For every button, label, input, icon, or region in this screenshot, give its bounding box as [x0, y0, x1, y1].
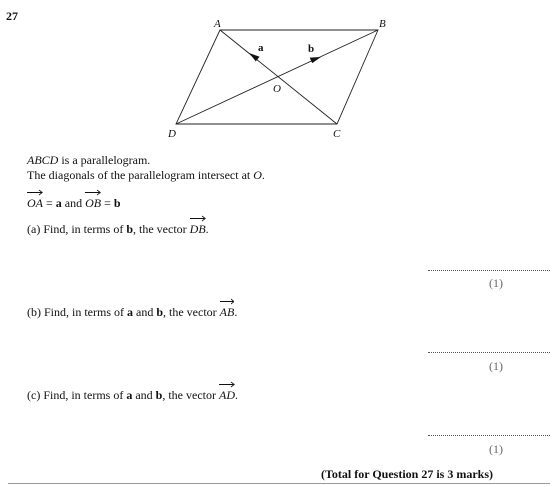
part-c-question: [27, 385, 238, 402]
part-b-marks: (1): [489, 359, 503, 373]
total-marks: (Total for Question 27 is 3 marks): [321, 467, 494, 481]
part-a-marks: (1): [489, 276, 503, 290]
part-a-label: (a): [27, 222, 41, 236]
intro-line-2-end: .: [261, 168, 265, 182]
part-a-question: [27, 219, 209, 236]
vector-db-text: DB: [189, 222, 206, 236]
vector-arrow-icon: [27, 189, 43, 196]
vector-ad: [219, 385, 235, 402]
part-c-mid: and: [132, 388, 156, 402]
part-c-post: , the vector: [162, 388, 219, 402]
vector-label-a: a: [258, 42, 264, 54]
vector-oa: [27, 193, 43, 210]
arrow-b-icon: [310, 57, 321, 63]
part-b-end: .: [234, 305, 238, 319]
vector-definitions: [27, 193, 121, 210]
intro-line-1-rest: is a parallelogram.: [58, 153, 151, 167]
vector-oa-text: OA: [27, 196, 43, 210]
part-a-end: .: [205, 222, 209, 236]
vector-arrow-icon: [85, 189, 101, 196]
part-a-var1: b: [126, 222, 134, 236]
part-a-post: , the vector: [133, 222, 190, 236]
part-c-answer-line[interactable]: [428, 435, 550, 436]
vector-arrow-icon: [220, 298, 235, 305]
shape-name: ABCD: [27, 153, 59, 167]
diagonal-db: [176, 30, 378, 124]
part-c-marks: (1): [489, 442, 503, 456]
part-b-pre: Find, in terms of: [41, 305, 127, 319]
point-label-b: B: [379, 18, 386, 30]
part-b-post: , the vector: [163, 305, 220, 319]
part-b-question: [27, 302, 237, 319]
def-and: and: [61, 196, 86, 210]
question-number: 27: [6, 9, 18, 23]
point-label-c: C: [333, 128, 341, 140]
parallelogram-diagram: [0, 0, 556, 160]
part-b-mid: and: [133, 305, 157, 319]
part-c-end: .: [235, 388, 238, 402]
def-a: a: [55, 196, 62, 210]
vector-ob: [85, 193, 101, 210]
point-label-o: O: [273, 83, 281, 95]
part-b-answer-line[interactable]: [428, 352, 550, 353]
part-c-var2: b: [155, 388, 163, 402]
vector-arrow-icon: [190, 215, 206, 222]
part-c-var1: a: [126, 388, 133, 402]
vector-arrow-icon: [219, 381, 235, 388]
vector-db: [190, 219, 206, 236]
intro-line-1: [27, 153, 150, 167]
part-a-answer-line[interactable]: [428, 270, 550, 271]
vector-ad-text: AD: [219, 388, 235, 402]
point-label-a: A: [214, 18, 221, 30]
intro-line-2: [27, 168, 265, 182]
bottom-rule: [8, 483, 550, 484]
vector-label-b: b: [308, 43, 315, 55]
equals-2: =: [101, 196, 114, 210]
vector-ab: [219, 302, 238, 319]
equals-1: =: [43, 196, 56, 210]
part-a-pre: Find, in terms of: [40, 222, 127, 236]
diagonal-ac: [220, 30, 337, 124]
intro-line-2-text: The diagonals of the parallelogram intersect at: [27, 168, 254, 182]
part-b-label: (b): [27, 305, 41, 319]
part-c-label: (c): [27, 388, 41, 402]
part-c-pre: Find, in terms of: [40, 388, 127, 402]
point-label-d: D: [168, 128, 176, 140]
vector-ab-text: AB: [219, 305, 235, 319]
part-b-var1: a: [127, 305, 133, 319]
part-b-var2: b: [156, 305, 164, 319]
def-b: b: [113, 196, 121, 210]
vector-ob-text: OB: [85, 196, 102, 210]
intersection-point: O: [253, 168, 262, 182]
